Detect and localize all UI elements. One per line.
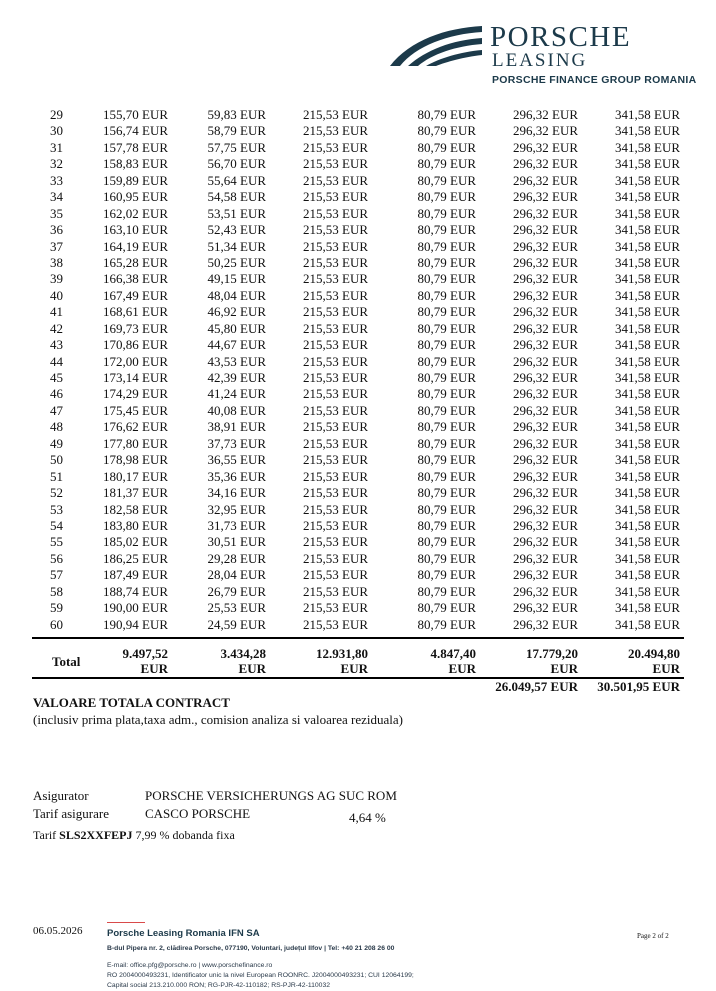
- payment-schedule-table: [0, 107, 716, 633]
- table-row: [0, 354, 716, 370]
- table-cell: 296,32 EUR: [513, 123, 578, 139]
- tariff-label: Tarif asigurare: [33, 806, 109, 821]
- table-cell: 215,53 EUR: [303, 550, 368, 566]
- table-cell: 341,58 EUR: [615, 123, 680, 139]
- table-cell: 296,32 EUR: [513, 468, 578, 484]
- installment-number: 55: [50, 534, 63, 550]
- table-cell: 215,53 EUR: [303, 534, 368, 550]
- table-cell: 341,58 EUR: [615, 172, 680, 188]
- table-cell: 80,79 EUR: [417, 320, 476, 336]
- table-cell: 296,32 EUR: [513, 567, 578, 583]
- grand-total-1: 26.049,57 EUR: [495, 679, 578, 694]
- installment-number: 59: [50, 600, 63, 616]
- table-row: [0, 469, 716, 485]
- table-row: [0, 337, 716, 353]
- table-cell: 341,58 EUR: [615, 550, 680, 566]
- table-cell: 341,58 EUR: [615, 287, 680, 303]
- table-cell: 80,79 EUR: [417, 107, 476, 122]
- table-cell: 162,02 EUR: [103, 205, 168, 221]
- table-cell: 296,32 EUR: [513, 222, 578, 238]
- total-value: 4.847,40: [430, 646, 476, 661]
- table-cell: 341,58 EUR: [615, 583, 680, 599]
- table-row: [0, 452, 716, 468]
- installment-number: 58: [50, 583, 63, 599]
- table-cell: 341,58 EUR: [615, 353, 680, 369]
- brand-name: PORSCHE: [490, 21, 632, 53]
- table-cell: 175,45 EUR: [103, 402, 168, 418]
- table-cell: 80,79 EUR: [417, 189, 476, 205]
- table-row: [0, 584, 716, 600]
- table-cell: 215,53 EUR: [303, 402, 368, 418]
- installment-number: 42: [50, 320, 63, 336]
- table-cell: 215,53 EUR: [303, 370, 368, 385]
- table-cell: 341,58 EUR: [615, 435, 680, 451]
- table-cell: 296,32 EUR: [513, 287, 578, 303]
- table-cell: 296,32 EUR: [513, 616, 578, 632]
- table-cell: 173,14 EUR: [103, 370, 168, 385]
- total-value: 9.497,52: [122, 646, 168, 661]
- footer-registry: RO 2004000493231, Identificator unic la nivel European ROONRC. J2004000493231; CUI 12064199;: [107, 972, 414, 979]
- installment-number: 30: [50, 123, 63, 139]
- contract-total-title: VALOARE TOTALA CONTRACT: [33, 695, 230, 710]
- table-cell: 159,89 EUR: [103, 172, 168, 188]
- table-row: [0, 617, 716, 633]
- table-cell: 186,25 EUR: [103, 550, 168, 566]
- table-cell: 341,58 EUR: [615, 304, 680, 320]
- table-row: [0, 386, 716, 402]
- total-currency: EUR: [140, 661, 168, 676]
- table-cell: 215,53 EUR: [303, 485, 368, 501]
- table-cell: 341,58 EUR: [615, 238, 680, 254]
- table-cell: 80,79 EUR: [417, 156, 476, 172]
- table-row: [0, 173, 716, 189]
- table-cell: 80,79 EUR: [417, 238, 476, 254]
- table-row: [0, 156, 716, 172]
- table-cell: 296,32 EUR: [513, 534, 578, 550]
- table-cell: 31,73 EUR: [207, 517, 266, 533]
- table-row: [0, 206, 716, 222]
- table-row: [0, 403, 716, 419]
- total-currency: EUR: [652, 661, 680, 676]
- table-cell: 296,32 EUR: [513, 271, 578, 287]
- table-cell: 296,32 EUR: [513, 337, 578, 353]
- table-cell: 296,32 EUR: [513, 353, 578, 369]
- table-cell: 49,15 EUR: [207, 271, 266, 287]
- table-cell: 80,79 EUR: [417, 271, 476, 287]
- installment-number: 44: [50, 353, 63, 369]
- porsche-leasing-logo: [386, 20, 696, 90]
- table-cell: 215,53 EUR: [303, 337, 368, 353]
- table-cell: 80,79 EUR: [417, 435, 476, 451]
- table-cell: 190,94 EUR: [103, 616, 168, 632]
- table-row: [0, 370, 716, 386]
- table-cell: 25,53 EUR: [207, 600, 266, 616]
- table-row: [0, 551, 716, 567]
- table-cell: 29,28 EUR: [207, 550, 266, 566]
- table-cell: 55,64 EUR: [207, 172, 266, 188]
- rate-prefix: Tarif: [33, 828, 57, 842]
- table-cell: 80,79 EUR: [417, 402, 476, 418]
- table-cell: 180,17 EUR: [103, 468, 168, 484]
- table-cell: 46,92 EUR: [207, 304, 266, 320]
- table-cell: 215,53 EUR: [303, 205, 368, 221]
- installment-number: 56: [50, 550, 63, 566]
- table-row: [0, 321, 716, 337]
- table-cell: 38,91 EUR: [207, 419, 266, 435]
- table-row: [0, 239, 716, 255]
- table-cell: 183,80 EUR: [103, 517, 168, 533]
- table-cell: 215,53 EUR: [303, 222, 368, 238]
- table-cell: 44,67 EUR: [207, 337, 266, 353]
- table-cell: 296,32 EUR: [513, 370, 578, 385]
- table-row: [0, 436, 716, 452]
- table-row: [0, 304, 716, 320]
- table-cell: 215,53 EUR: [303, 616, 368, 632]
- table-cell: 215,53 EUR: [303, 583, 368, 599]
- table-cell: 215,53 EUR: [303, 271, 368, 287]
- table-cell: 341,58 EUR: [615, 320, 680, 336]
- rate-code: SLS2XXFEPJ: [59, 828, 133, 842]
- table-cell: 296,32 EUR: [513, 238, 578, 254]
- total-value: 12.931,80: [316, 646, 368, 661]
- total-currency: EUR: [238, 661, 266, 676]
- table-cell: 80,79 EUR: [417, 370, 476, 385]
- table-cell: 341,58 EUR: [615, 616, 680, 632]
- table-cell: 215,53 EUR: [303, 238, 368, 254]
- installment-number: 57: [50, 567, 63, 583]
- table-cell: 163,10 EUR: [103, 222, 168, 238]
- table-cell: 158,83 EUR: [103, 156, 168, 172]
- table-cell: 80,79 EUR: [417, 616, 476, 632]
- installment-number: 54: [50, 517, 63, 533]
- table-cell: 24,59 EUR: [207, 616, 266, 632]
- table-cell: 296,32 EUR: [513, 517, 578, 533]
- table-row: [0, 419, 716, 435]
- footer-accent-line: [107, 922, 145, 923]
- table-cell: 341,58 EUR: [615, 139, 680, 155]
- brand-group: PORSCHE FINANCE GROUP ROMANIA: [492, 74, 697, 86]
- installment-number: 38: [50, 254, 63, 270]
- grand-total-2: 30.501,95 EUR: [597, 679, 680, 694]
- table-cell: 341,58 EUR: [615, 517, 680, 533]
- table-cell: 80,79 EUR: [417, 172, 476, 188]
- total-label: Total: [52, 654, 81, 669]
- table-cell: 296,32 EUR: [513, 435, 578, 451]
- table-cell: 215,53 EUR: [303, 139, 368, 155]
- installment-number: 31: [50, 139, 63, 155]
- table-cell: 80,79 EUR: [417, 287, 476, 303]
- table-cell: 215,53 EUR: [303, 156, 368, 172]
- table-cell: 296,32 EUR: [513, 485, 578, 501]
- table-cell: 169,73 EUR: [103, 320, 168, 336]
- table-cell: 53,51 EUR: [207, 205, 266, 221]
- table-cell: 80,79 EUR: [417, 123, 476, 139]
- table-cell: 341,58 EUR: [615, 534, 680, 550]
- installment-number: 46: [50, 386, 63, 402]
- table-cell: 215,53 EUR: [303, 567, 368, 583]
- table-cell: 296,32 EUR: [513, 172, 578, 188]
- table-cell: 296,32 EUR: [513, 205, 578, 221]
- table-cell: 51,34 EUR: [207, 238, 266, 254]
- table-cell: 48,04 EUR: [207, 287, 266, 303]
- table-cell: 296,32 EUR: [513, 402, 578, 418]
- table-cell: 36,55 EUR: [207, 452, 266, 468]
- table-cell: 341,58 EUR: [615, 386, 680, 402]
- table-cell: 215,53 EUR: [303, 468, 368, 484]
- table-cell: 40,08 EUR: [207, 402, 266, 418]
- table-cell: 26,79 EUR: [207, 583, 266, 599]
- table-cell: 215,53 EUR: [303, 304, 368, 320]
- table-cell: 296,32 EUR: [513, 501, 578, 517]
- total-value: 20.494,80: [628, 646, 680, 661]
- table-cell: 341,58 EUR: [615, 452, 680, 468]
- table-row: [0, 518, 716, 534]
- table-cell: 166,38 EUR: [103, 271, 168, 287]
- table-cell: 341,58 EUR: [615, 222, 680, 238]
- table-cell: 341,58 EUR: [615, 485, 680, 501]
- table-cell: 80,79 EUR: [417, 468, 476, 484]
- table-cell: 80,79 EUR: [417, 452, 476, 468]
- table-row: [0, 255, 716, 271]
- installment-number: 35: [50, 205, 63, 221]
- table-cell: 181,37 EUR: [103, 485, 168, 501]
- table-cell: 215,53 EUR: [303, 353, 368, 369]
- installment-number: 41: [50, 304, 63, 320]
- table-row: [0, 288, 716, 304]
- table-cell: 80,79 EUR: [417, 485, 476, 501]
- table-cell: 341,58 EUR: [615, 254, 680, 270]
- rate-suffix: 7,99 % dobanda fixa: [135, 828, 235, 842]
- table-row: [0, 140, 716, 156]
- installment-number: 49: [50, 435, 63, 451]
- total-value: 17.779,20: [526, 646, 578, 661]
- footer-address: B-dul Pipera nr. 2, clădirea Porsche, 077190, Voluntari, județul Ilfov | Tel: +40 21 208 26 00: [107, 945, 395, 952]
- table-cell: 160,95 EUR: [103, 189, 168, 205]
- table-cell: 80,79 EUR: [417, 139, 476, 155]
- installment-number: 47: [50, 402, 63, 418]
- table-cell: 52,43 EUR: [207, 222, 266, 238]
- table-cell: 296,32 EUR: [513, 320, 578, 336]
- table-cell: 41,24 EUR: [207, 386, 266, 402]
- installment-number: 48: [50, 419, 63, 435]
- table-cell: 174,29 EUR: [103, 386, 168, 402]
- table-cell: 35,36 EUR: [207, 468, 266, 484]
- table-cell: 215,53 EUR: [303, 172, 368, 188]
- table-cell: 215,53 EUR: [303, 287, 368, 303]
- table-cell: 341,58 EUR: [615, 501, 680, 517]
- table-cell: 80,79 EUR: [417, 205, 476, 221]
- installment-number: 43: [50, 337, 63, 353]
- tariff-value: CASCO PORSCHE: [145, 806, 251, 821]
- table-cell: 34,16 EUR: [207, 485, 266, 501]
- table-cell: 182,58 EUR: [103, 501, 168, 517]
- table-cell: 168,61 EUR: [103, 304, 168, 320]
- installment-number: 50: [50, 452, 63, 468]
- table-cell: 80,79 EUR: [417, 517, 476, 533]
- table-cell: 296,32 EUR: [513, 139, 578, 155]
- total-currency: EUR: [550, 661, 578, 676]
- total-value: 3.434,28: [220, 646, 266, 661]
- road-swoosh-icon: [386, 20, 486, 70]
- table-cell: 296,32 EUR: [513, 189, 578, 205]
- table-row: [0, 189, 716, 205]
- installment-number: 32: [50, 156, 63, 172]
- table-row: [0, 485, 716, 501]
- installment-number: 60: [50, 616, 63, 632]
- table-cell: 43,53 EUR: [207, 353, 266, 369]
- table-cell: 188,74 EUR: [103, 583, 168, 599]
- table-cell: 341,58 EUR: [615, 600, 680, 616]
- table-cell: 296,32 EUR: [513, 254, 578, 270]
- table-cell: 341,58 EUR: [615, 189, 680, 205]
- table-cell: 341,58 EUR: [615, 370, 680, 385]
- table-cell: 80,79 EUR: [417, 567, 476, 583]
- installment-number: 39: [50, 271, 63, 287]
- footer-contact: E-mail: office.pfg@porsche.ro | www.porschefinance.ro: [107, 962, 273, 969]
- document-date: 06.05.2026: [33, 925, 83, 937]
- table-cell: 176,62 EUR: [103, 419, 168, 435]
- footer-capital: Capital social 213.210.000 RON; RG-PJR-42-110182; RS-PJR-42-110032: [107, 982, 331, 989]
- table-cell: 341,58 EUR: [615, 402, 680, 418]
- table-row: [0, 123, 716, 139]
- table-cell: 341,58 EUR: [615, 205, 680, 221]
- table-divider: [32, 637, 684, 639]
- table-cell: 59,83 EUR: [207, 107, 266, 122]
- table-cell: 296,32 EUR: [513, 550, 578, 566]
- table-row: [0, 502, 716, 518]
- total-currency: EUR: [340, 661, 368, 676]
- installment-number: 29: [50, 107, 63, 122]
- table-cell: 177,80 EUR: [103, 435, 168, 451]
- table-cell: 185,02 EUR: [103, 534, 168, 550]
- table-cell: 172,00 EUR: [103, 353, 168, 369]
- table-cell: 80,79 EUR: [417, 501, 476, 517]
- table-cell: 54,58 EUR: [207, 189, 266, 205]
- table-row: [0, 600, 716, 616]
- table-cell: 296,32 EUR: [513, 156, 578, 172]
- table-cell: 164,19 EUR: [103, 238, 168, 254]
- table-cell: 190,00 EUR: [103, 600, 168, 616]
- table-cell: 80,79 EUR: [417, 222, 476, 238]
- table-cell: 215,53 EUR: [303, 501, 368, 517]
- table-cell: 215,53 EUR: [303, 386, 368, 402]
- table-cell: 32,95 EUR: [207, 501, 266, 517]
- table-cell: 341,58 EUR: [615, 337, 680, 353]
- table-cell: 341,58 EUR: [615, 107, 680, 122]
- table-cell: 80,79 EUR: [417, 583, 476, 599]
- installment-number: 36: [50, 222, 63, 238]
- table-cell: 341,58 EUR: [615, 156, 680, 172]
- table-cell: 341,58 EUR: [615, 271, 680, 287]
- table-cell: 156,74 EUR: [103, 123, 168, 139]
- table-cell: 215,53 EUR: [303, 123, 368, 139]
- table-row: [0, 534, 716, 550]
- table-cell: 341,58 EUR: [615, 468, 680, 484]
- table-cell: 215,53 EUR: [303, 517, 368, 533]
- table-cell: 296,32 EUR: [513, 419, 578, 435]
- page-number: Page 2 of 2: [637, 932, 669, 940]
- brand-subname: LEASING: [492, 50, 588, 71]
- table-cell: 170,86 EUR: [103, 337, 168, 353]
- footer-company: Porsche Leasing Romania IFN SA: [107, 928, 260, 939]
- table-cell: 45,80 EUR: [207, 320, 266, 336]
- table-cell: 178,98 EUR: [103, 452, 168, 468]
- table-cell: 296,32 EUR: [513, 452, 578, 468]
- table-cell: 57,75 EUR: [207, 139, 266, 155]
- installment-number: 53: [50, 501, 63, 517]
- table-cell: 80,79 EUR: [417, 534, 476, 550]
- table-cell: 80,79 EUR: [417, 419, 476, 435]
- installment-number: 33: [50, 172, 63, 188]
- table-cell: 80,79 EUR: [417, 600, 476, 616]
- table-cell: 341,58 EUR: [615, 567, 680, 583]
- table-cell: 80,79 EUR: [417, 304, 476, 320]
- table-cell: 215,53 EUR: [303, 107, 368, 122]
- tariff-percent: 4,64 %: [349, 810, 386, 825]
- table-cell: 167,49 EUR: [103, 287, 168, 303]
- installment-number: 45: [50, 370, 63, 385]
- table-cell: 80,79 EUR: [417, 337, 476, 353]
- table-cell: 296,32 EUR: [513, 600, 578, 616]
- table-cell: 296,32 EUR: [513, 304, 578, 320]
- table-cell: 215,53 EUR: [303, 419, 368, 435]
- table-cell: 215,53 EUR: [303, 600, 368, 616]
- table-cell: 58,79 EUR: [207, 123, 266, 139]
- table-cell: 187,49 EUR: [103, 567, 168, 583]
- table-cell: 80,79 EUR: [417, 386, 476, 402]
- table-cell: 296,32 EUR: [513, 386, 578, 402]
- installment-number: 51: [50, 468, 63, 484]
- table-cell: 215,53 EUR: [303, 254, 368, 270]
- insurer-value: PORSCHE VERSICHERUNGS AG SUC ROM: [145, 788, 397, 803]
- table-cell: 165,28 EUR: [103, 254, 168, 270]
- table-cell: 341,58 EUR: [615, 419, 680, 435]
- table-row: [0, 222, 716, 238]
- table-cell: 30,51 EUR: [207, 534, 266, 550]
- table-cell: 215,53 EUR: [303, 435, 368, 451]
- table-cell: 215,53 EUR: [303, 189, 368, 205]
- table-cell: 28,04 EUR: [207, 567, 266, 583]
- installment-number: 40: [50, 287, 63, 303]
- installment-number: 34: [50, 189, 63, 205]
- table-row: [0, 271, 716, 287]
- table-cell: 215,53 EUR: [303, 320, 368, 336]
- table-cell: 80,79 EUR: [417, 550, 476, 566]
- table-cell: 42,39 EUR: [207, 370, 266, 385]
- total-currency: EUR: [448, 661, 476, 676]
- table-divider: [32, 677, 684, 679]
- contract-total-note: (inclusiv prima plata,taxa adm., comision analiza si valoarea reziduala): [33, 712, 403, 727]
- table-cell: 155,70 EUR: [103, 107, 168, 122]
- installment-number: 37: [50, 238, 63, 254]
- table-row: [0, 567, 716, 583]
- table-row: [0, 107, 716, 123]
- table-cell: 215,53 EUR: [303, 452, 368, 468]
- table-cell: 50,25 EUR: [207, 254, 266, 270]
- table-cell: 296,32 EUR: [513, 107, 578, 122]
- insurer-label: Asigurator: [33, 788, 89, 803]
- table-cell: 56,70 EUR: [207, 156, 266, 172]
- table-cell: 296,32 EUR: [513, 583, 578, 599]
- interest-rate-line: [33, 828, 235, 843]
- table-cell: 37,73 EUR: [207, 435, 266, 451]
- table-cell: 80,79 EUR: [417, 254, 476, 270]
- table-cell: 80,79 EUR: [417, 353, 476, 369]
- installment-number: 52: [50, 485, 63, 501]
- table-cell: 157,78 EUR: [103, 139, 168, 155]
